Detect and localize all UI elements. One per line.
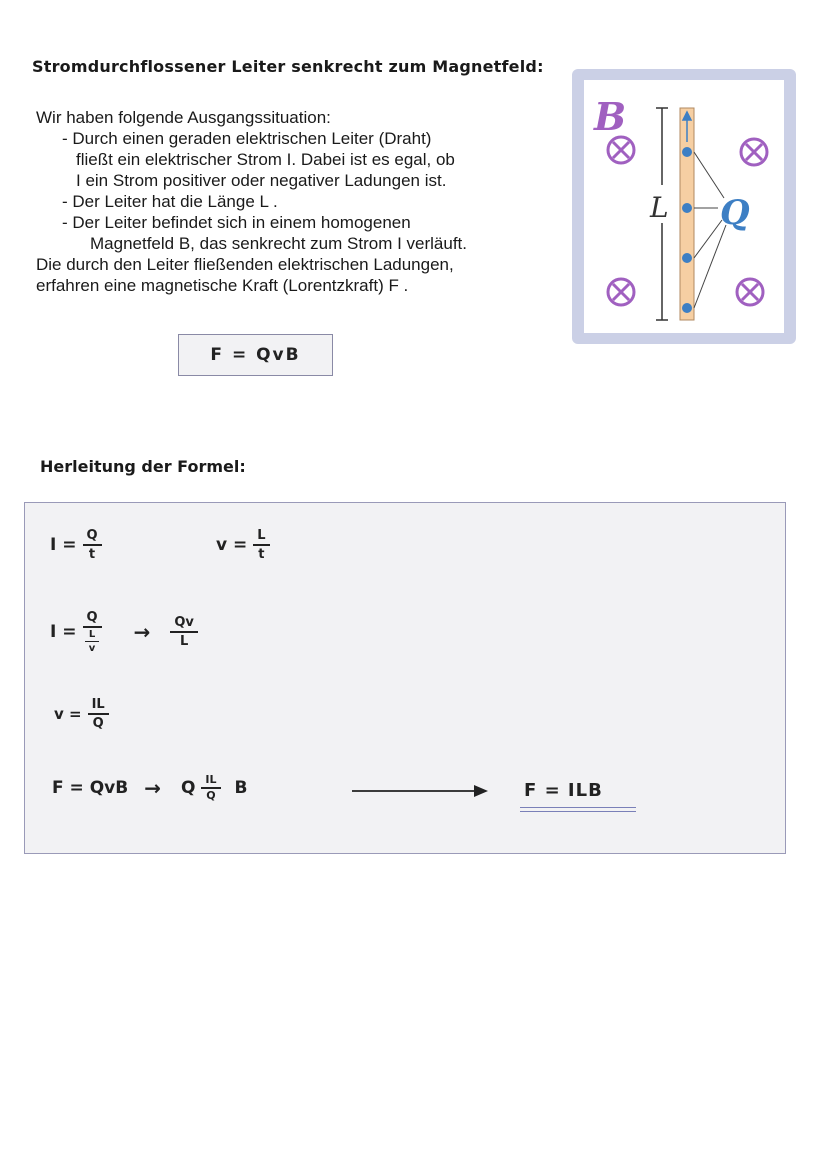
eq2-lhs: v = (216, 535, 248, 555)
result-formula: F = ILB (524, 780, 603, 801)
numerator: L (88, 629, 96, 640)
denominator: L (179, 634, 189, 649)
arrow-icon: → (133, 620, 151, 644)
field-into-page-icon (737, 279, 763, 305)
eq5-pre: Q (180, 778, 196, 798)
intro-line: Die durch den Leiter fließenden elektrischen Ladungen, (36, 255, 454, 274)
intro-line: - Durch einen geraden elektrischen Leiter (Draht) (62, 129, 432, 148)
main-formula-box (178, 334, 333, 376)
conductor-diagram (584, 80, 784, 333)
equation-velocity (216, 528, 270, 562)
numerator: Q (86, 610, 98, 625)
field-into-page-icon (608, 279, 634, 305)
eq3-result-fraction (170, 615, 198, 649)
charge-icon (682, 147, 692, 157)
eq2-fraction (253, 528, 269, 562)
equation-current (50, 528, 102, 562)
eq5-lhs: F = QvB (52, 778, 129, 798)
denominator: Q (92, 716, 104, 731)
arrow-icon: → (144, 776, 161, 800)
intro-text (36, 107, 556, 296)
equation-force (52, 774, 247, 802)
main-formula: F = QvB (210, 345, 301, 365)
intro-line: fließt ein elektrischer Strom I. Dabei ist es egal, ob (76, 150, 455, 169)
numerator: IL (91, 697, 105, 712)
intro-line: erfahren eine magnetische Kraft (Lorentzkraft) F . (36, 276, 409, 295)
label-b: B (594, 94, 627, 139)
eq3-fraction (83, 610, 102, 654)
charge-icon (682, 303, 692, 313)
intro-line: Wir haben folgende Ausgangssituation: (36, 108, 331, 127)
intro-line: - Der Leiter befindet sich in einem homogenen (62, 213, 411, 232)
result-underline (520, 811, 636, 812)
intro-line: Magnetfeld B, das senkrecht zum Strom I verläuft. (90, 234, 467, 253)
field-into-page-icon (608, 137, 634, 163)
eq5-fraction (201, 774, 220, 802)
denominator: Q (206, 789, 216, 802)
figure (584, 80, 784, 333)
long-arrow-icon (352, 783, 488, 799)
label-q: Q (720, 193, 750, 233)
nested-fraction (85, 629, 100, 654)
derivation-title: Herleitung der Formel: (40, 457, 246, 476)
eq4-lhs: v = (54, 705, 82, 723)
numerator: Q (86, 528, 98, 543)
eq3-lhs: I = (50, 622, 77, 642)
numerator: L (257, 528, 266, 543)
eq1-fraction (83, 528, 102, 562)
numerator: IL (205, 773, 217, 786)
eq5-post: B (234, 778, 248, 798)
label-l: L (650, 191, 669, 224)
denominator: v (88, 643, 96, 654)
intro-line: - Der Leiter hat die Länge L . (62, 192, 278, 211)
eq4-fraction (88, 697, 109, 731)
eq1-lhs: I = (50, 535, 77, 555)
charge-icon (682, 253, 692, 263)
charge-icon (682, 203, 692, 213)
numerator: Qv (174, 615, 194, 630)
field-into-page-icon (741, 139, 767, 165)
denominator: t (88, 547, 96, 562)
equation-substitution (50, 610, 198, 654)
intro-line: I ein Strom positiver oder negativer Ladungen ist. (76, 171, 447, 190)
result-underline (520, 807, 636, 808)
page-title: Stromdurchflossener Leiter senkrecht zum Magnetfeld: (32, 57, 544, 76)
equation-velocity-solved (54, 697, 109, 731)
denominator: t (258, 547, 265, 562)
